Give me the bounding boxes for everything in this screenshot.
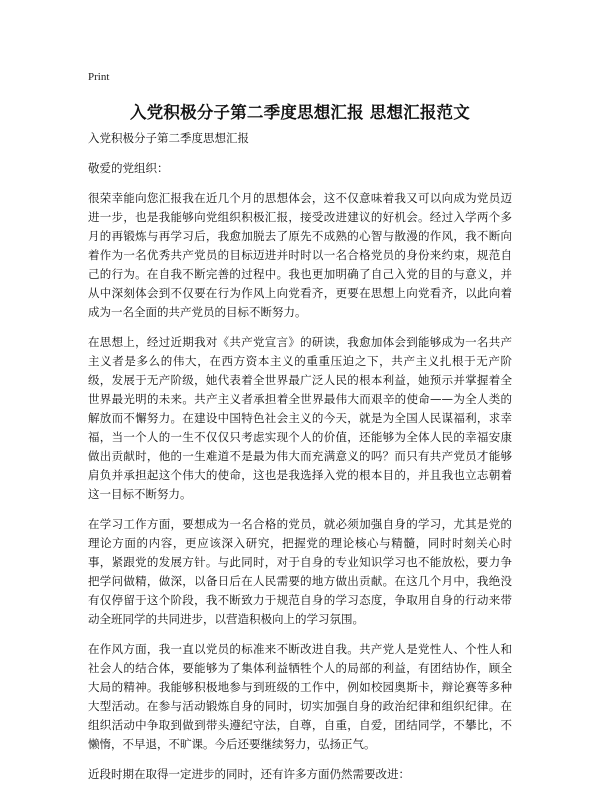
paragraph-intro: 很荣幸能向您汇报我在近几个月的思想体会，这不仅意味着我又可以向成为党员迈进一步，也是我能够向党组织积极汇报，接受改进建议的好机会。经过入学两个多月的再锻炼与再学习后，我愈加脱去了原先不成熟的心智与散漫的作风，我不断向着作为一名优秀共产党员的目标迈进并时时以一名合格党员的身份来约束，规范自己的行为。在自我不断完善的过程中。我也更加明确了自己入党的目的与意义，并从中深刻体会到不仅要在行为作风上向党看齐，更要在思想上向党看齐，以此向着成为一名全面的共产党员的目标不断努力。	[88, 191, 512, 319]
document-subtitle: 入党积极分子第二季度思想汇报	[88, 131, 249, 145]
paragraph-thought: 在思想上，经过近期我对《共产党宣言》的研读，我愈加体会到能够成为一名共产主义者是多么的伟大，在西方资本主义的重重压迫之下，共产主义扎根于无产阶级，发展于无产阶级，她代表着全世界最广泛人民的根本利益，她预示并掌握着全世界最光明的未来。共产主义者承担着全世界最伟大而艰辛的使命——为全人类的解放而不懈努力。在建设中国特色社会主义的今天，就是为全国人民谋福利，求幸福，当一个人的一生不仅仅只考虑实现个人的价值，还能够为全体人民的幸福安康做出贡献时，他的一生难道不是最为伟大而充满意义的吗？而只有共产党员才能够肩负并承担起这个伟大的使命，这也是我选择入党的根本目的，并且我也立志朝着这一目标不断努力。	[88, 335, 512, 501]
paragraph-improvement: 近段时期在取得一定进步的同时，还有许多方面仍然需要改进：	[88, 767, 410, 781]
greeting: 敬爱的党组织：	[88, 161, 169, 175]
paragraph-conduct: 在作风方面，我一直以党员的标准来不断改进自我。共产党人是党性人、个性人和社会人的结合体，要能够为了集体利益牺牲个人的局部的利益，有团结协作，顾全大局的精神。我能够积极地参与到班级的工作中，例如校园奥斯卡，辩论赛等多种大型活动。在参与活动锻炼自身的同时，切实加强自身的政治纪律和组织纪律。在组织活动中争取到做到带头遵纪守法，自尊，自重，自爱，团结同学，不攀比，不懒惰，不早退，不旷课。今后还要继续努力，弘扬正气。	[88, 642, 512, 751]
paragraph-study-work: 在学习工作方面，要想成为一名合格的党员，就必须加强自身的学习，尤其是党的理论方面的内容，更应该深入研究，把握党的理论核心与精髓，同时时刻关心时事，紧跟党的发展方针。与此同时，对于自身的专业知识学习也不能放松，要力争把学问做精，做深，以备日后在人民需要的地方做出贡献。在这几个月中，我绝没有仅停留于这个阶段，我不断致力于规范自身的学习态度，争取用自身的行动来带动全班同学的共同进步，以营造积极向上的学习氛围。	[88, 517, 512, 626]
print-label: Print	[88, 71, 110, 83]
document-title: 入党积极分子第二季度思想汇报 思想汇报范文	[130, 103, 470, 122]
document-body	[88, 129, 512, 795]
